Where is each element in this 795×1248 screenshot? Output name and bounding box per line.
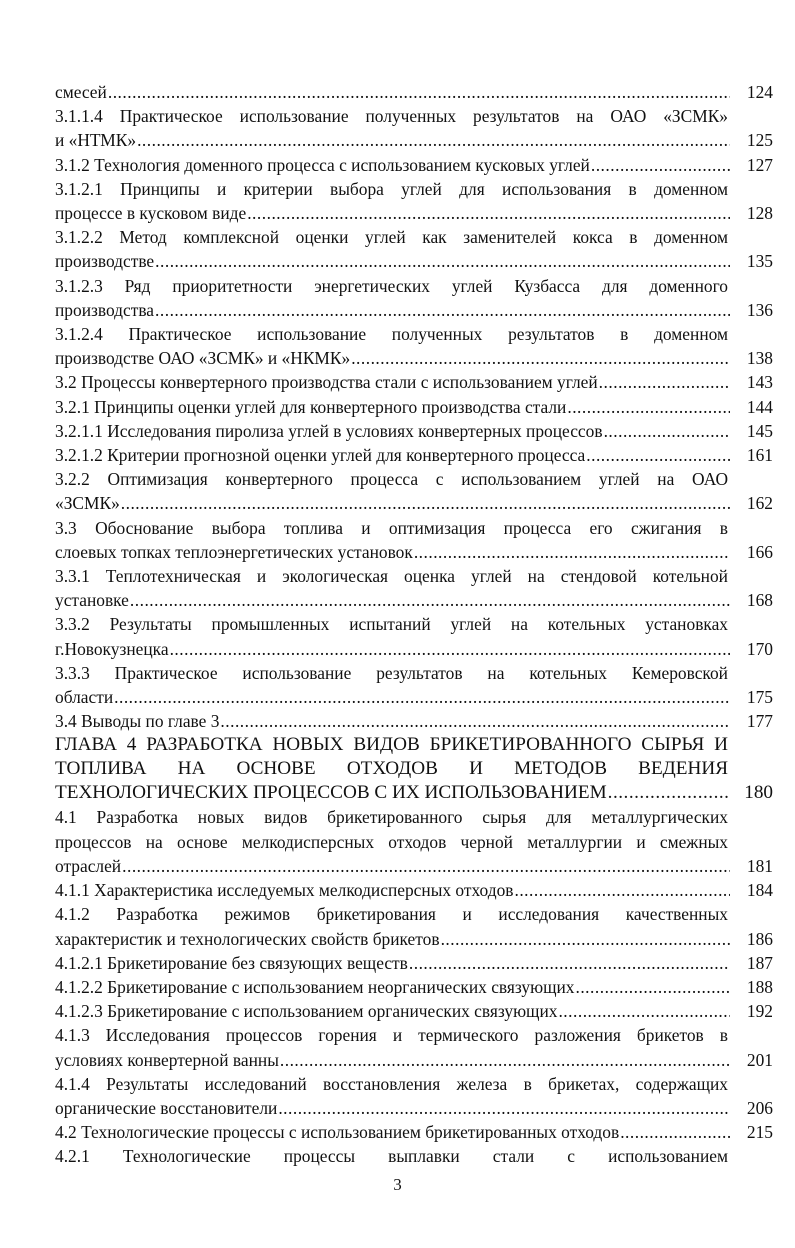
dot-leader — [558, 999, 730, 1023]
toc-entry — [55, 975, 773, 999]
toc-page-number: 180 — [744, 782, 773, 804]
dot-leader — [514, 878, 730, 902]
toc-entry — [55, 902, 773, 950]
toc-entry-title: производстве — [55, 251, 155, 272]
toc-entry-title: 4.1.1 Характеристика исследуемых мелкодисперсных отходов — [55, 880, 514, 901]
toc-entry — [55, 999, 773, 1023]
toc-entry-last-line — [55, 1048, 773, 1072]
dot-leader — [155, 298, 730, 322]
toc-entry — [55, 419, 773, 443]
toc-entry-title: 3.2.1.2 Критерии прогнозной оценки углей для конвертерного процесса — [55, 445, 586, 466]
toc-entry-title: ТЕХНОЛОГИЧЕСКИХ ПРОЦЕССОВ С ИХ ИСПОЛЬЗОВАНИЕМ — [55, 782, 607, 804]
toc-entry — [55, 395, 773, 419]
toc-entry-last-line — [55, 975, 773, 999]
toc-entry-continued: 4.2.1 Технологические процессы выплавки стали с использованием — [55, 1146, 728, 1167]
toc-entry-title: установке — [55, 590, 129, 611]
dot-leader — [620, 1120, 730, 1144]
toc-page-number: 145 — [746, 420, 773, 441]
toc-entry-title: 4.2 Технологические процессы с использованием брикетированных отходов — [55, 1122, 620, 1143]
toc-entry-last-line — [55, 443, 773, 467]
toc-page-number: 124 — [746, 82, 773, 102]
toc-entry — [55, 104, 773, 152]
toc-page-number: 168 — [746, 590, 773, 611]
toc-entry-title: отраслей — [55, 855, 122, 876]
toc-entry-title: слоевых топках теплоэнергетических установок — [55, 541, 413, 562]
dot-leader — [280, 1048, 730, 1072]
toc-entry — [55, 322, 773, 370]
toc-entry-title: 4.1.2.3 Брикетирование с использованием органических связующих — [55, 1001, 558, 1022]
toc-page-number: 206 — [746, 1097, 773, 1118]
dot-leader — [591, 153, 730, 177]
toc-entry-title: 3.2 Процессы конвертерного производства стали с использованием углей — [55, 372, 598, 393]
toc-page-number: 177 — [746, 711, 773, 732]
dot-leader — [155, 249, 730, 273]
table-of-contents — [55, 80, 773, 1169]
toc-entry-title: органические восстановители — [55, 1097, 278, 1118]
toc-entry-last-line — [55, 153, 773, 177]
dot-leader — [220, 709, 730, 733]
dot-leader — [604, 419, 730, 443]
toc-page-number: 166 — [746, 541, 773, 562]
toc-page-number: 175 — [746, 687, 773, 708]
toc-entry-line: 4.1 Разработка новых видов брикетированного сырья для металлургических — [55, 807, 728, 828]
toc-entry-last-line — [55, 637, 773, 661]
toc-entry — [55, 612, 773, 660]
toc-entry — [55, 516, 773, 564]
toc-page-number: 135 — [746, 251, 773, 272]
toc-entry-last-line — [55, 588, 773, 612]
dot-leader — [575, 975, 730, 999]
toc-page-number: 127 — [746, 154, 773, 175]
dot-leader — [608, 781, 730, 805]
toc-entry-title: 3.4 Выводы по главе 3 — [55, 711, 220, 732]
dot-leader — [351, 346, 730, 370]
toc-page-number: 144 — [746, 396, 773, 417]
toc-entry-title: «ЗСМК» — [55, 493, 120, 514]
toc-entry-last-line — [55, 249, 773, 273]
toc-entry-line: 3.3.3 Практическое использование результатов на котельных Кемеровской — [55, 662, 728, 683]
toc-entry-line: ГЛАВА 4 РАЗРАБОТКА НОВЫХ ВИДОВ БРИКЕТИРОВАННОГО СЫРЬЯ И — [55, 734, 728, 756]
dot-leader — [414, 540, 730, 564]
toc-entry-title: производства — [55, 299, 155, 320]
dot-leader — [599, 370, 730, 394]
toc-entry-last-line — [55, 540, 773, 564]
toc-entry — [55, 951, 773, 975]
toc-page-number: 128 — [746, 203, 773, 224]
toc-entry-last-line — [55, 298, 773, 322]
dot-leader — [441, 927, 730, 951]
toc-page-number: 188 — [746, 976, 773, 997]
toc-entry-line: 3.1.1.4 Практическое использование полученных результатов на ОАО «ЗСМК» — [55, 106, 728, 127]
toc-entry — [55, 1120, 773, 1144]
toc-entry-last-line — [55, 491, 773, 515]
dot-leader — [122, 854, 730, 878]
toc-entry-line: 4.1.3 Исследования процессов горения и термического разложения брикетов в — [55, 1025, 728, 1046]
toc-entry-line: 4.1.4 Результаты исследований восстановления железа в брикетах, содержащих — [55, 1073, 728, 1094]
toc-entry-line: 4.1.2 Разработка режимов брикетирования и исследования качественных — [55, 904, 728, 925]
toc-entry — [55, 467, 773, 515]
toc-entry — [55, 443, 773, 467]
toc-entry-last-line — [55, 781, 773, 805]
toc-entry — [55, 1072, 773, 1120]
toc-page-number: 184 — [746, 880, 773, 901]
toc-entry-title: 3.2.1.1 Исследования пиролиза углей в условиях конвертерных процессов — [55, 420, 603, 441]
toc-entry — [55, 709, 773, 733]
toc-entry-title: 3.2.1 Принципы оценки углей для конвертерного производства стали — [55, 396, 567, 417]
dot-leader — [114, 685, 730, 709]
dot-leader — [586, 443, 730, 467]
dot-leader — [121, 491, 730, 515]
toc-entry-last-line — [55, 395, 773, 419]
toc-entry — [55, 564, 773, 612]
toc-entry-title: характеристик и технологических свойств брикетов — [55, 928, 440, 949]
toc-page-number: 170 — [746, 638, 773, 659]
toc-entry-title: 3.1.2 Технология доменного процесса с использованием кусковых углей — [55, 154, 590, 175]
toc-entry-line: 3.1.2.2 Метод комплексной оценки углей как заменителей кокса в доменном — [55, 227, 728, 248]
toc-entry-line: 3.3.2 Результаты промышленных испытаний углей на котельных установках — [55, 614, 728, 635]
toc-entry — [55, 878, 773, 902]
toc-entry-last-line — [55, 999, 773, 1023]
toc-page-number: 136 — [746, 299, 773, 320]
toc-entry — [55, 274, 773, 322]
toc-entry — [55, 805, 773, 878]
toc-entry-last-line — [55, 1120, 773, 1144]
toc-entry-line: 3.1.2.3 Ряд приоритетности энергетических углей Кузбасса для доменного — [55, 275, 728, 296]
toc-entry-title: смесей — [55, 82, 107, 102]
toc-entry-last-line — [55, 80, 773, 104]
toc-entry-line: 3.2.2 Оптимизация конвертерного процесса с использованием углей на ОАО — [55, 469, 728, 490]
toc-entry-line: 3.1.2.1 Принципы и критерии выбора углей для использования в доменном — [55, 178, 728, 199]
toc-entry-line: процессов на основе мелкодисперсных отходов черной металлургии и смежных — [55, 831, 728, 852]
toc-page-number: 162 — [746, 493, 773, 514]
toc-page-number: 192 — [746, 1001, 773, 1022]
toc-entry-last-line — [55, 419, 773, 443]
toc-entry-title: 4.1.2.2 Брикетирование с использованием неорганических связующих — [55, 976, 575, 997]
dot-leader — [567, 395, 730, 419]
toc-page-number: 138 — [746, 348, 773, 369]
toc-page-number: 187 — [746, 952, 773, 973]
toc-entry-last-line — [55, 1096, 773, 1120]
toc-entry-title: и «НТМК» — [55, 130, 137, 151]
toc-page-number: 181 — [746, 855, 773, 876]
toc-entry-last-line — [55, 951, 773, 975]
toc-entry-last-line — [55, 346, 773, 370]
dot-leader — [409, 951, 730, 975]
toc-entry-last-line — [55, 927, 773, 951]
toc-page-number: 125 — [746, 130, 773, 151]
toc-entry-last-line — [55, 685, 773, 709]
toc-entry-line: ТОПЛИВА НА ОСНОВЕ ОТХОДОВ И МЕТОДОВ ВЕДЕНИЯ — [55, 758, 728, 780]
toc-page-number: 201 — [746, 1049, 773, 1070]
toc-entry — [55, 153, 773, 177]
toc-entry-last-line — [55, 128, 773, 152]
toc-entry — [55, 1023, 773, 1071]
dot-leader — [108, 80, 730, 104]
toc-entry-last-line — [55, 878, 773, 902]
toc-chapter-heading — [55, 733, 773, 805]
toc-entry-last-line — [55, 370, 773, 394]
toc-entry-title: г.Новокузнецка — [55, 638, 169, 659]
dot-leader — [278, 1096, 730, 1120]
toc-entry-title: процессе в кусковом виде — [55, 203, 247, 224]
toc-page-number: 186 — [746, 928, 773, 949]
toc-entry-last-line — [55, 854, 773, 878]
toc-entry-line: 3.1.2.4 Практическое использование полученных результатов в доменном — [55, 324, 728, 345]
dot-leader — [130, 588, 730, 612]
toc-entry-title: области — [55, 687, 114, 708]
toc-page-number: 215 — [746, 1122, 773, 1143]
toc-entry-last-line — [55, 709, 773, 733]
toc-entry — [55, 661, 773, 709]
toc-entry-last-line — [55, 201, 773, 225]
toc-entry — [55, 80, 773, 104]
toc-page-number: 161 — [746, 445, 773, 466]
dot-leader — [137, 128, 730, 152]
toc-entry-title: 4.1.2.1 Брикетирование без связующих веществ — [55, 952, 408, 973]
toc-entry — [55, 370, 773, 394]
toc-entry-title: условиях конвертерной ванны — [55, 1049, 279, 1070]
dot-leader — [170, 637, 730, 661]
toc-entry — [55, 177, 773, 225]
page-number: 3 — [393, 1175, 402, 1194]
toc-entry-line: 3.3.1 Теплотехническая и экологическая оценка углей на стендовой котельной — [55, 566, 728, 587]
toc-page-number: 143 — [746, 372, 773, 393]
dot-leader — [247, 201, 730, 225]
toc-entry — [55, 225, 773, 273]
toc-entry-line: 3.3 Обоснование выбора топлива и оптимизация процесса его сжигания в — [55, 517, 728, 538]
toc-entry-title: производстве ОАО «ЗСМК» и «НКМК» — [55, 348, 351, 369]
